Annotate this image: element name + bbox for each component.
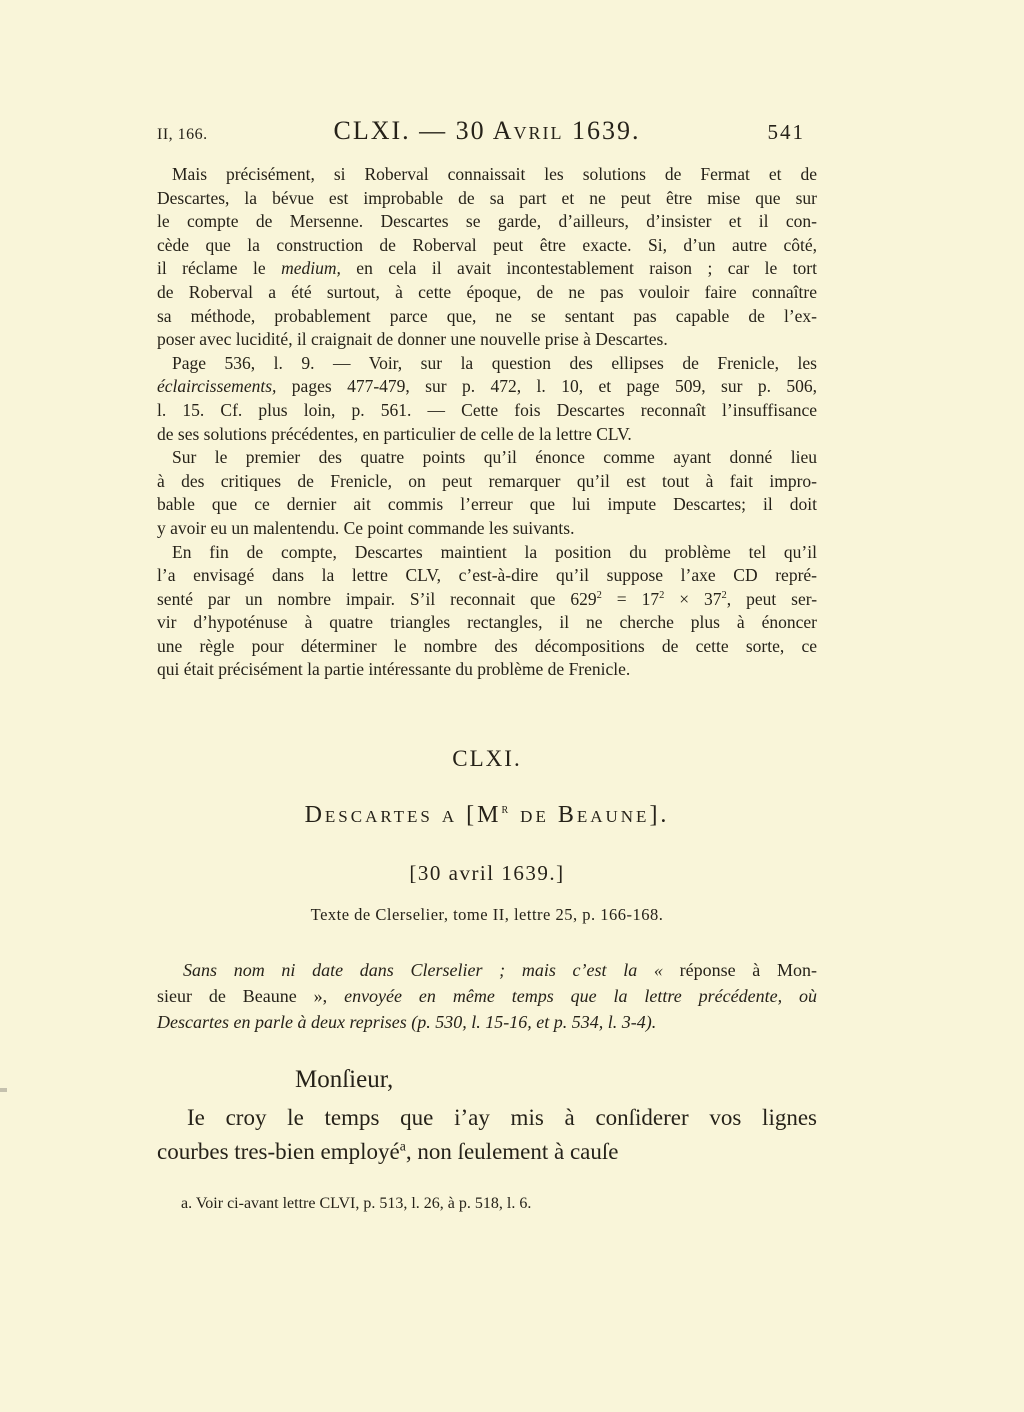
letter-body xyxy=(157,1101,817,1168)
text-run: en cela il avait incontestablement raison ; car le tort xyxy=(340,258,817,279)
source-reference: Texte de Clerselier, tome II, lettre 25, p. 166-168. xyxy=(310,905,664,924)
text-run: Sur le premier des quatre points qu’il énonce comme ayant donné lieu xyxy=(172,447,817,468)
text-run: qui était précisément la partie intéressante du problème de Frenicle. xyxy=(157,659,631,680)
commentary-paragraph xyxy=(157,446,817,540)
text-run: senté par un nombre impair. S’il reconnait que 629 xyxy=(157,588,597,609)
text-run: Mais précisément, si Roberval connaissait les solutions de Fermat et de xyxy=(172,164,817,184)
commentary-paragraph xyxy=(157,163,817,352)
text-run: une règle pour déterminer le nombre des décompositions de cette sorte, ce xyxy=(157,635,817,656)
text-line xyxy=(157,328,817,352)
text-line xyxy=(157,493,817,517)
text-run: 2 xyxy=(659,589,665,601)
editorial-commentary xyxy=(157,163,817,682)
text-run: a xyxy=(399,1137,406,1153)
text-line xyxy=(157,517,817,541)
page-number: 541 xyxy=(767,120,805,144)
text-run: y avoir eu un malentendu. Ce point commande les suivants. xyxy=(157,517,575,538)
text-run: Sans nom ni date dans Clerselier ; mais c’est la « xyxy=(183,960,680,980)
text-run: éclaircissements, xyxy=(157,376,277,397)
text-line xyxy=(157,802,817,829)
text-run: sa méthode, probablement parce que, ne se sentant pas capable de l’ex- xyxy=(157,305,817,326)
text-line xyxy=(157,541,817,565)
page-header xyxy=(157,116,817,146)
text-run: de Beaune]. xyxy=(511,802,670,828)
footnote: a. Voir ci-avant lettre CLVI, p. 513, l. 26, à p. 518, l. 6. xyxy=(181,1195,532,1212)
text-run: réponse à Mon- xyxy=(679,960,817,980)
text-run: = 17 xyxy=(601,588,660,609)
text-line xyxy=(157,588,817,612)
scan-artifact xyxy=(0,1088,7,1092)
text-run: il réclame le xyxy=(157,258,282,279)
text-run: sieur de Beaune », xyxy=(157,986,345,1006)
commentary-paragraph xyxy=(157,352,817,446)
text-run: de ses solutions précédentes, en particulier de celle de la lettre CLV. xyxy=(157,423,632,444)
text-run: Ie croy le temps que i’ay mis à conſiderer vos lignes xyxy=(187,1105,817,1130)
text-line xyxy=(157,163,817,187)
text-line xyxy=(157,611,817,635)
text-line xyxy=(157,281,817,305)
text-run: Page 536, l. 9. — Voir, sur la question des ellipses de Frenicle, les xyxy=(172,352,817,373)
text-run: r xyxy=(501,801,512,817)
text-line xyxy=(157,375,817,399)
text-run: 2 xyxy=(596,589,602,601)
text-line xyxy=(157,210,817,234)
letter-recipient-heading xyxy=(157,802,817,829)
text-run: pages 477-479, sur p. 472, l. 10, et page 509, sur p. 506, xyxy=(276,376,817,397)
running-title: CLXI. — 30 Avril 1639. xyxy=(333,116,641,145)
text-run: Descartes, la bévue est improbable de sa part et ne peut être mise que sur xyxy=(157,187,817,208)
text-run: de Roberval a été surtout, à cette époque, de ne pas vouloir faire connaître xyxy=(157,281,817,302)
marginal-reference: II, 166. xyxy=(157,126,208,143)
text-run: , peut ser- xyxy=(726,588,818,609)
text-line xyxy=(157,423,817,447)
letter-number-heading: CLXI. xyxy=(452,746,522,771)
text-run: En fin de compte, Descartes maintient la position du problème tel qu’il xyxy=(172,541,817,562)
editor-note xyxy=(157,957,817,1035)
text-line xyxy=(157,399,817,423)
text-line xyxy=(157,1009,817,1035)
text-line xyxy=(157,957,817,983)
text-run: l. 15. Cf. plus loin, p. 561. — Cette fois Descartes reconnaît l’insuffisance xyxy=(157,399,817,420)
letter-date-heading: [30 avril 1639.] xyxy=(409,861,565,885)
text-line xyxy=(157,658,817,682)
text-line xyxy=(157,446,817,470)
text-run: vir d’hypoténuse à quatre triangles rectangles, il ne cherche plus à énoncer xyxy=(157,612,817,633)
text-run: envoyée en même temps que la lettre précédente, où xyxy=(344,986,817,1006)
text-line xyxy=(157,983,817,1009)
text-run: bable que ce dernier ait commis l’erreur que lui impute Descartes; il doit xyxy=(157,494,817,515)
text-line xyxy=(157,635,817,659)
text-run: × 37 xyxy=(664,588,722,609)
text-run: à des critiques de Frenicle, on peut remarquer qu’il est tout à fait impro- xyxy=(157,470,817,491)
text-line xyxy=(157,1101,817,1135)
text-line xyxy=(157,470,817,494)
text-run: courbes tres-bien employé xyxy=(157,1138,400,1164)
commentary-paragraph xyxy=(157,541,817,683)
letter-salutation: Monſieur, xyxy=(295,1066,394,1093)
text-run: 2 xyxy=(721,589,727,601)
text-line xyxy=(157,305,817,329)
text-run: Descartes en parle à deux reprises (p. 530, l. 15-16, et p. 534, l. 3-4). xyxy=(157,1012,657,1032)
text-line xyxy=(157,257,817,281)
text-run: cède que la construction de Roberval peut être exacte. Si, d’un autre côté, xyxy=(157,234,817,255)
text-run: Descartes a [M xyxy=(304,802,502,828)
text-line xyxy=(157,1135,817,1169)
text-run: poser avec lucidité, il craignait de donner une nouvelle prise à Descartes. xyxy=(157,329,668,350)
text-line xyxy=(157,234,817,258)
text-run: le compte de Mersenne. Descartes se garde, d’ailleurs, d’insister et il con- xyxy=(157,211,817,232)
text-run: , non ſeulement à cauſe xyxy=(405,1138,619,1164)
text-run: medium, xyxy=(281,258,341,279)
text-line xyxy=(157,352,817,376)
text-run: l’a envisagé dans la lettre CLV, c’est-à-dire qu’il suppose l’axe CD repré- xyxy=(157,565,817,586)
text-line xyxy=(157,187,817,211)
text-line xyxy=(157,564,817,588)
